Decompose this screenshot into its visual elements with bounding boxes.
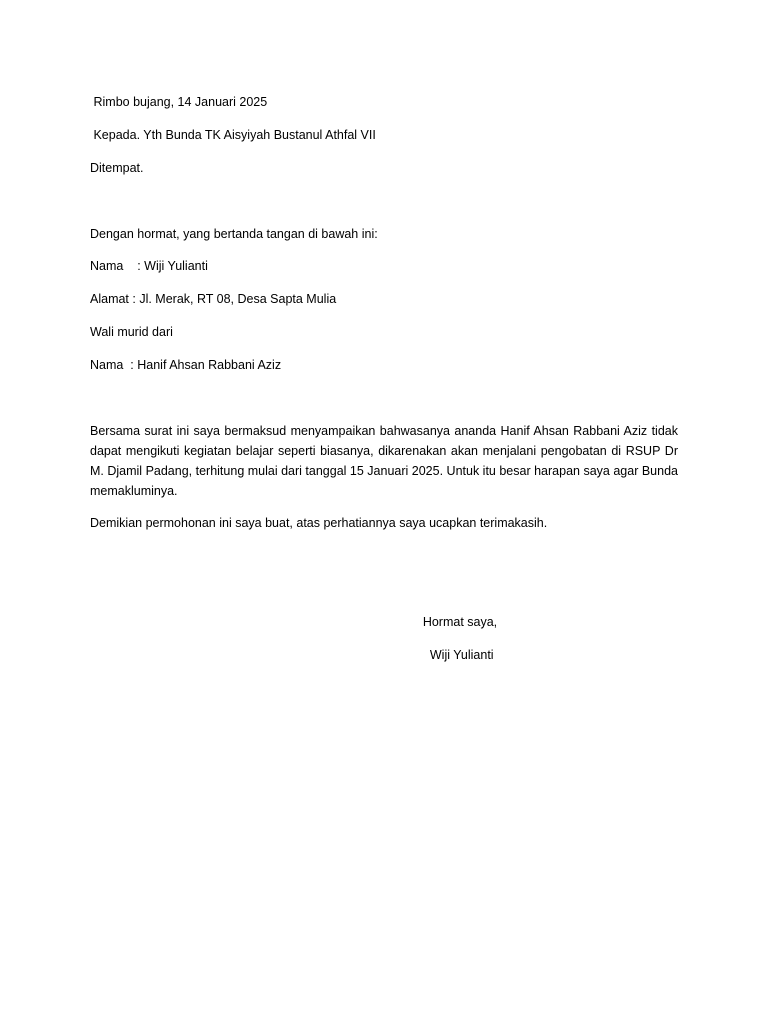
parent-name: Nama : Wiji Yulianti <box>90 259 208 273</box>
parent-address: Alamat : Jl. Merak, RT 08, Desa Sapta Mulia <box>90 292 337 306</box>
location: Ditempat. <box>90 161 144 175</box>
guardian-of: Wali murid dari <box>90 325 173 339</box>
body-paragraph: Bersama surat ini saya bermaksud menyampaikan bahwasanya ananda Hanif Ahsan Rabbani Aziz tidak dapat mengikuti kegiatan belajar seperti biasanya, dikarenakan akan menjalani pengobatan di RSUP Dr M. Djamil Padang, terhitung mulai dari tanggal 15 Januari 2025. Untuk itu besar harapan saya agar Bunda memakluminya. <box>90 424 678 498</box>
regards: Hormat saya, <box>422 615 498 629</box>
child-name: Nama : Hanif Ahsan Rabbani Aziz <box>90 358 282 372</box>
place-date: Rimbo bujang, 14 Januari 2025 <box>90 95 268 109</box>
greeting: Dengan hormat, yang bertanda tangan di bawah ini: <box>90 227 378 241</box>
closing-paragraph: Demikian permohonan ini saya buat, atas perhatiannya saya ucapkan terimakasih. <box>90 516 548 530</box>
recipient: Kepada. Yth Bunda TK Aisyiyah Bustanul Athfal VII <box>90 128 376 142</box>
signer-name: Wiji Yulianti <box>426 648 494 662</box>
